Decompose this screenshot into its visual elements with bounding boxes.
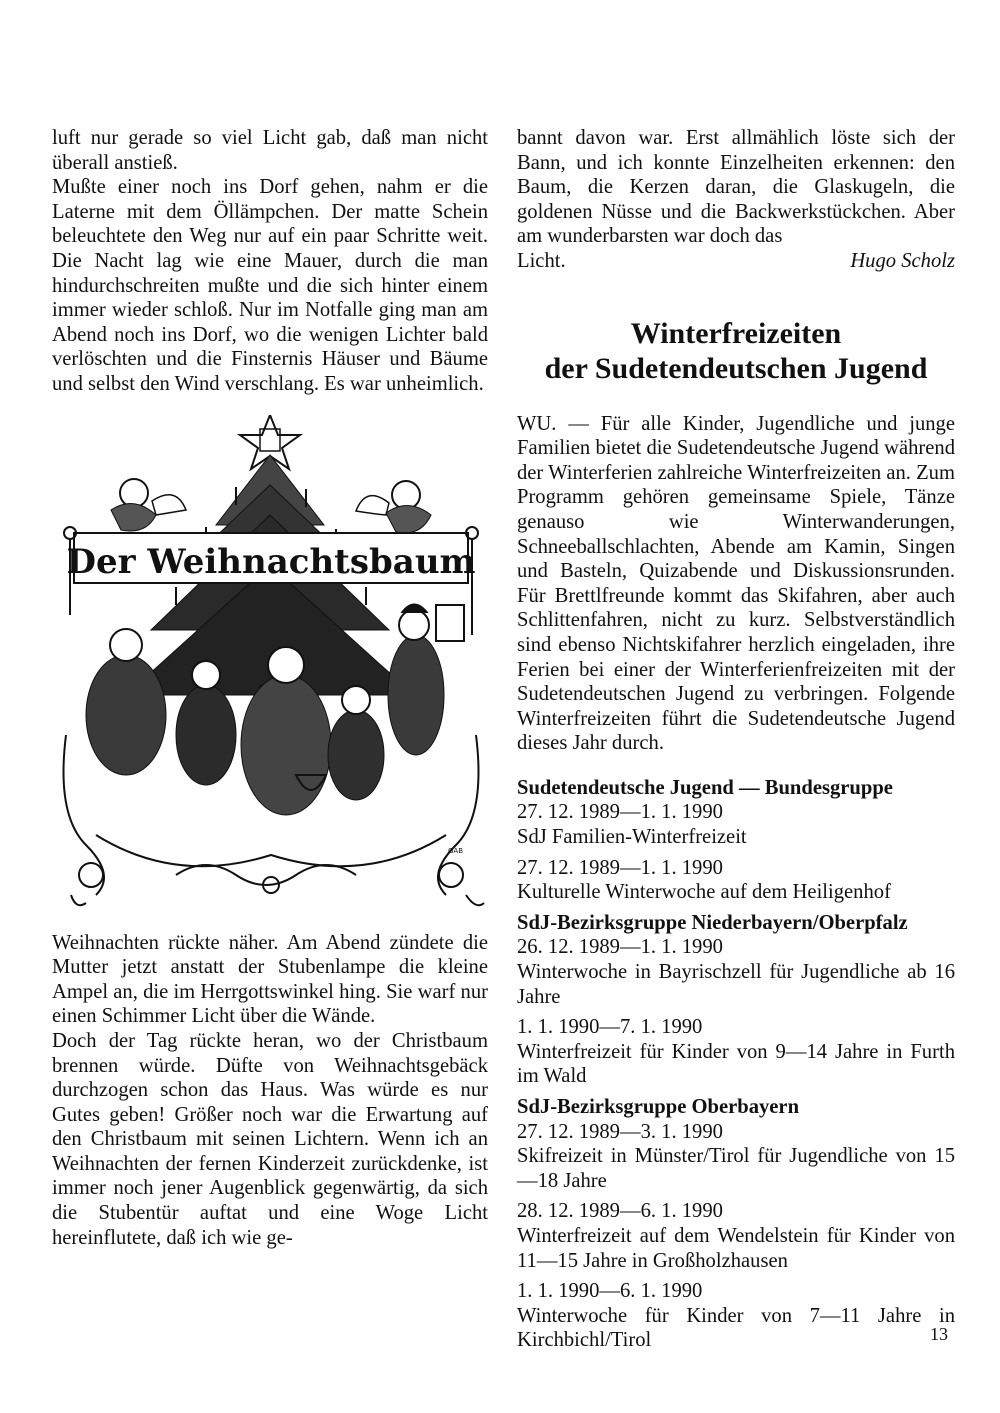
article-title — [517, 316, 955, 386]
schedule-entry — [517, 1199, 955, 1273]
article-body: WU. — Für alle Kinder, Jugendliche und junge Familien bietet die Sudetendeutsche Jugend während der Winterferien zahlreiche Winterfreizeiten an. Zum Programm gehören gemeinsame Spiele, Tänze genauso wie Winterwanderungen, Schneeballschlachten, Abende am Kamin, Singen und Basteln, Quizabende und Diskussionsrunden. Für Brettlfreunde kommt das Skifahren, aber auch Schlittenfahren, nicht zu kurz. Selbstverständlich sind ebenso Nichtskifahrer herzlich eingeladen, ihre Ferien bei einer der Winterferienfreizeiten mit der Sudetendeutschen Jugend zu verbringen. Folgende Winterfreizeiten führt die Sudetendeutsche Jugend dieses Jahr durch. — [517, 412, 955, 755]
entry-description: Winterwoche für Kinder von 7—11 Jahre in Kirchbichl/Tirol — [517, 1304, 955, 1352]
entry-dates: 27. 12. 1989—1. 1. 1990 — [517, 856, 723, 879]
story-paragraph-2: Mußte einer noch ins Dorf gehen, nahm er die Laterne mit dem Öllämpchen. Der matte Schein beleuchtete den Weg nur auf ein paar Schritte weit. Die Nacht lag wie eine Mauer, durch die man hindurchschreiten mußte und die sich hinter einem immer wieder schloß. Nur im Notfalle ging man am Abend noch ins Dorf, wo die wenigen Lichter bald verlöschten und die Finsternis Häuser und Bäume und selbst den Wind verschlang. Es war unheimlich. — [52, 176, 488, 395]
entry-description: SdJ Familien-Winterfreizeit — [517, 826, 747, 849]
entry-description: Winterwoche in Bayrischzell für Jugendliche ab 16 Jahre — [517, 961, 955, 1008]
author-name: Hugo Scholz — [850, 249, 955, 272]
schedule-list — [517, 776, 955, 1353]
schedule-group-bundesgruppe — [517, 776, 955, 905]
entry-dates: 1. 1. 1990—7. 1. 1990 — [517, 1016, 703, 1039]
artist-signature: GAB — [448, 846, 464, 855]
entry-dates: 26. 12. 1989—1. 1. 1990 — [517, 936, 723, 959]
entry-dates: 28. 12. 1989—6. 1. 1990 — [517, 1200, 723, 1223]
schedule-entry — [517, 1120, 955, 1194]
right-column — [517, 126, 955, 1359]
entry-description: Winterfreizeit auf dem Wendelstein für Kinder von 11—15 Jahre in Großholzhausen — [517, 1224, 955, 1272]
schedule-entry — [517, 856, 955, 905]
entry-dates: 27. 12. 1989—3. 1. 1990 — [517, 1120, 723, 1143]
christmas-tree-illustration — [56, 415, 486, 915]
story-paragraph-3: Weihnachten rückte näher. Am Abend zündete die Mutter jetzt anstatt der Stubenlampe die kleine Ampel an, die im Herrgottswinkel hing. Sie warf nur einen Schimmer Licht über die Wände. — [52, 931, 488, 1028]
schedule-group-niederbayern — [517, 911, 955, 1089]
entry-description: Skifreizeit in Münster/Tirol für Jugendliche von 15—18 Jahre — [517, 1145, 955, 1192]
entry-dates: 1. 1. 1990—6. 1. 1990 — [517, 1280, 703, 1303]
group-heading: SdJ-Bezirksgruppe Niederbayern/Oberpfalz — [517, 911, 908, 934]
left-column — [52, 126, 488, 1250]
schedule-entry — [517, 1015, 955, 1089]
story-last-word: Licht. — [517, 249, 566, 272]
schedule-group-oberbayern — [517, 1095, 955, 1353]
schedule-entry — [517, 800, 955, 849]
cherub-left-icon — [111, 479, 186, 531]
banner-title: Der Weihnachtsbaum — [66, 541, 476, 582]
story-continuation: bannt davon war. Erst allmählich löste sich der Bann, und ich konnte Einzelheiten erkennen: den Baum, die Kerzen daran, die Glaskugeln, die goldenen Nüsse und die Backwerkstückchen. Aber am wunderbarsten war doch das — [517, 127, 955, 248]
story-signature-line — [517, 249, 955, 274]
article-title-line-1: Winterfreizeiten — [630, 316, 842, 350]
group-heading: Sudetendeutsche Jugend — Bundesgruppe — [517, 776, 893, 799]
schedule-entry — [517, 1279, 955, 1353]
entry-description: Winterfreizeit für Kinder von 9—14 Jahre in Furth im Wald — [517, 1040, 955, 1088]
story-paragraph-1: luft nur gerade so viel Licht gab, daß man nicht überall anstieß. — [52, 127, 488, 174]
story-paragraph-4: Doch der Tag rückte heran, wo der Christbaum brennen würde. Düfte von Weihnachtsgebäck durchzogen schon das Haus. Was würde es nur Gutes geben! Größer noch war die Erwartung auf den Christbaum mit seinen Lichtern. Wenn ich an Weihnachten der fernen Kinderzeit zurückdenke, ist immer noch jener Augenblick gegenwärtig, da sich die Stubentür auftat und eine Woge Licht hereinflutete, daß ich wie ge- — [52, 1029, 488, 1249]
group-heading: SdJ-Bezirksgruppe Oberbayern — [517, 1096, 800, 1118]
entry-description: Kulturelle Winterwoche auf dem Heiligenhof — [517, 881, 891, 904]
cherub-right-icon — [356, 481, 431, 533]
schedule-entry — [517, 935, 955, 1009]
entry-dates: 27. 12. 1989—1. 1. 1990 — [517, 801, 723, 824]
article-title-line-2: der Sudetendeutschen Jugend — [544, 351, 928, 385]
page-number: 13 — [930, 1324, 948, 1344]
